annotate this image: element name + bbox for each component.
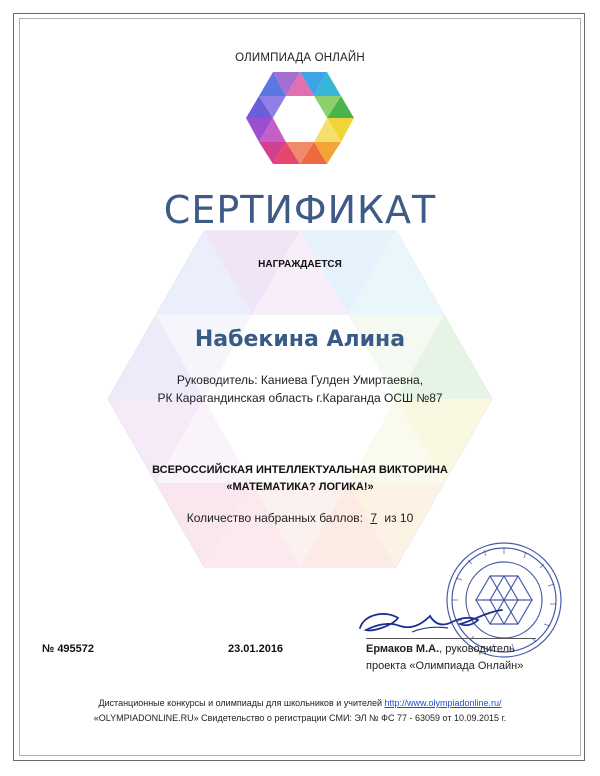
footer-text: Дистанционные конкурсы и олимпиады для школьников и учителей <box>98 698 385 708</box>
hexagon-logo-icon <box>245 70 355 166</box>
awarded-label: НАГРАЖДАЕТСЯ <box>258 259 342 270</box>
score-line <box>0 511 600 525</box>
score-label: Количество набранных баллов: <box>186 511 364 525</box>
footer-line-2: «OLYMPIADONLINE.RU» Свидетельство о регистрации СМИ: ЭЛ № ФС 77 - 63059 от 10.09.2015 г. <box>93 713 507 723</box>
signer-name: Ермаков М.А. <box>366 643 440 655</box>
competition-title-line1: ВСЕРОССИЙСКАЯ ИНТЕЛЛЕКТУАЛЬНАЯ ВИКТОРИНА <box>152 464 448 476</box>
signer-line <box>366 643 515 655</box>
recipient-name: Набекина Алина <box>194 327 406 352</box>
certificate-title: СЕРТИФИКАТ <box>163 188 437 232</box>
supervisor-line: Руководитель: Каниева Гулден Умиртаевна, <box>176 373 424 387</box>
issue-date: 23.01.2016 <box>228 643 284 655</box>
signer-role-part2: проекта «Олимпиада Онлайн» <box>366 660 524 672</box>
competition-title-line2: «МАТЕМАТИКА? ЛОГИКА!» <box>226 481 374 493</box>
signer-role-part1: , руководитель <box>439 643 515 655</box>
website-link[interactable]: http://www.olympiadonline.ru/ <box>384 698 502 708</box>
organization-name: ОЛИМПИАДА ОНЛАЙН <box>235 52 365 64</box>
score-value: 7 <box>370 511 378 525</box>
certificate-number: № 495572 <box>42 643 95 655</box>
signature-line <box>366 638 536 639</box>
school-line: РК Карагандинская область г.Караганда ОСШ №87 <box>157 391 443 405</box>
score-max: из 10 <box>384 511 414 525</box>
footer-line-1 <box>0 698 600 708</box>
